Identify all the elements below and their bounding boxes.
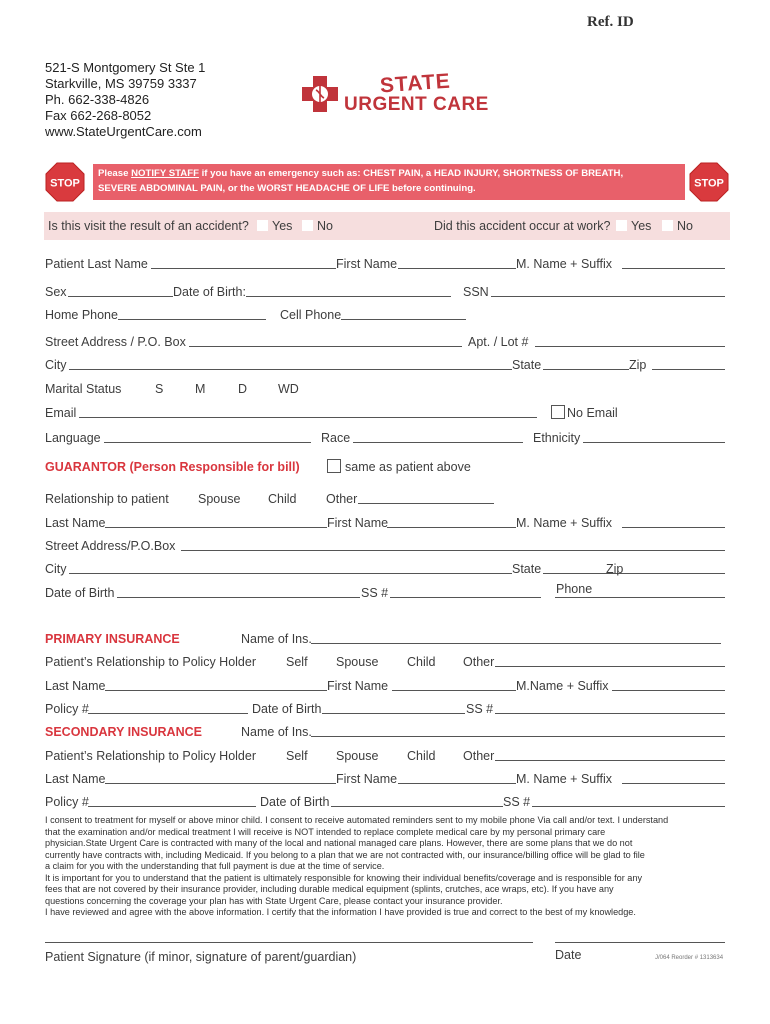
- secondary-last-name-label: Last Name: [45, 772, 106, 786]
- language-field[interactable]: [104, 442, 311, 443]
- guarantor-street-field[interactable]: [181, 550, 725, 551]
- dob-field[interactable]: [246, 296, 451, 297]
- accident-question: Is this visit the result of an accident?: [48, 219, 249, 233]
- guarantor-zip-label: Zip: [606, 562, 624, 576]
- primary-relationship-other: Other: [463, 655, 495, 669]
- state-label: State: [512, 358, 542, 372]
- stop-sign-icon: [45, 162, 85, 202]
- clinic-fax: Fax 662-268-8052: [45, 108, 152, 123]
- signature-date-field[interactable]: [555, 942, 725, 943]
- guarantor-relationship-label: Relationship to patient: [45, 492, 169, 506]
- secondary-policy-label: Policy #: [45, 795, 89, 809]
- marital-option-divorced[interactable]: D: [238, 382, 248, 396]
- consent-line: I consent to treatment for myself or above minor child. I consent to receive automated reminders sent to my mobile phone Via call and/or text. I understand: [45, 815, 669, 825]
- primary-last-name-field[interactable]: [105, 690, 327, 691]
- home-phone-field[interactable]: [118, 319, 266, 320]
- language-label: Language: [45, 431, 101, 445]
- accident-yes-option[interactable]: Yes: [257, 219, 292, 233]
- ssn-label: SSN: [463, 285, 489, 299]
- secondary-first-name-field[interactable]: [398, 783, 516, 784]
- guarantor-middle-name-field[interactable]: [622, 527, 725, 528]
- patient-middle-name-label: M. Name + Suffix: [516, 257, 612, 271]
- apt-lot-field[interactable]: [535, 346, 725, 347]
- work-accident-yes-option[interactable]: Yes: [616, 219, 651, 233]
- patient-last-name-label: Patient Last Name: [45, 257, 148, 271]
- secondary-dob-label: Date of Birth: [260, 795, 330, 809]
- primary-insurance-heading: PRIMARY INSURANCE: [45, 632, 180, 646]
- signature-date-label: Date: [555, 948, 582, 962]
- primary-dob-field[interactable]: [322, 713, 465, 714]
- guarantor-state-label: State: [512, 562, 542, 576]
- secondary-ss-label: SS #: [503, 795, 531, 809]
- consent-statement: [45, 815, 725, 919]
- primary-dob-label: Date of Birth: [252, 702, 322, 716]
- guarantor-other-field[interactable]: [358, 503, 494, 504]
- emergency-notice-line-2: SEVERE ABDOMINAL PAIN, or the WORST HEADACHE OF LIFE before continuing.: [98, 183, 476, 194]
- primary-ss-field[interactable]: [495, 713, 725, 714]
- address-line-2: Starkville, MS 39759 3337: [45, 76, 197, 91]
- consent-line: I have reviewed and agree with the above information. I certify that the information I have provided is true and correct to the best of my knowledge.: [45, 907, 636, 917]
- marital-option-married[interactable]: M: [195, 382, 206, 396]
- secondary-relationship-self[interactable]: Self: [286, 749, 308, 763]
- primary-relationship-label: Patient’s Relationship to Policy Holder: [45, 655, 256, 669]
- secondary-relationship-child[interactable]: Child: [407, 749, 436, 763]
- ethnicity-label: Ethnicity: [533, 431, 581, 445]
- primary-policy-field[interactable]: [88, 713, 248, 714]
- primary-middle-name-label: M.Name + Suffix: [516, 679, 609, 693]
- marital-option-widowed[interactable]: WD: [278, 382, 299, 396]
- address-line-1: 521-S Montgomery St Ste 1: [45, 60, 206, 75]
- email-label: Email: [45, 406, 77, 420]
- consent-line: that the examination and/or medical treatment I will receive is NOT intended to replace complete medical care by my personal primary care: [45, 826, 606, 837]
- guarantor-street-label: Street Address/P.O.Box: [45, 539, 176, 553]
- patient-last-name-field[interactable]: [151, 268, 336, 269]
- primary-ins-name-field[interactable]: [311, 643, 721, 644]
- city-label: City: [45, 358, 67, 372]
- secondary-middle-name-label: M. Name + Suffix: [516, 772, 612, 786]
- accident-no-option[interactable]: No: [302, 219, 333, 233]
- patient-middle-name-field[interactable]: [622, 268, 725, 269]
- guarantor-relationship-child[interactable]: Child: [268, 492, 297, 506]
- state-urgent-care-logo: [300, 69, 500, 122]
- stop-sign-label-right: STOP: [694, 177, 724, 190]
- primary-relationship-child[interactable]: Child: [407, 655, 436, 669]
- zip-label: Zip: [629, 358, 647, 372]
- primary-ss-label: SS #: [466, 702, 494, 716]
- secondary-first-name-label: First Name: [336, 772, 398, 786]
- consent-line: currently have contracts with, including Medicaid. If you belong to a plan that we are not contracted with, our insurance/billing office will be glad to file: [45, 849, 645, 860]
- state-field[interactable]: [543, 369, 629, 370]
- logo-urgent-care-text: URGENT CARE: [344, 94, 489, 115]
- secondary-relationship-other: Other: [463, 749, 495, 763]
- consent-line: physician.State Urgent Care is contracted with many of the local and national managed care plans. However, there are some plans that we do not: [45, 838, 633, 848]
- guarantor-heading: GUARANTOR (Person Responsible for bill): [45, 460, 300, 474]
- dob-label: Date of Birth:: [173, 285, 246, 299]
- patient-signature-field[interactable]: [45, 942, 533, 943]
- no-email-label: No Email: [567, 406, 618, 420]
- guarantor-relationship-spouse[interactable]: Spouse: [198, 492, 241, 506]
- stop-sign-icon: [689, 162, 729, 202]
- email-field[interactable]: [79, 417, 537, 418]
- same-as-patient-checkbox[interactable]: [327, 459, 341, 473]
- marital-status-label: Marital Status: [45, 382, 122, 396]
- secondary-ins-name-field[interactable]: [311, 736, 725, 737]
- consent-line: fees that are not covered by their insurance provider, including durable medical equipment (splints, crutches, ace wraps, etc). If you have any: [45, 884, 614, 894]
- zip-field[interactable]: [652, 369, 725, 370]
- primary-relationship-spouse[interactable]: Spouse: [336, 655, 379, 669]
- consent-line: questions concerning the coverage your plan has with State Urgent Care, please contact your insurance provider.: [45, 895, 503, 906]
- ethnicity-field[interactable]: [583, 442, 725, 443]
- secondary-ins-name-label: Name of Ins.: [241, 725, 312, 739]
- guarantor-ss-field[interactable]: [390, 597, 541, 598]
- guarantor-relationship-other: Other: [326, 492, 358, 506]
- secondary-relationship-label: Patient’s Relationship to Policy Holder: [45, 749, 256, 763]
- consent-line: It is important for you to understand that the patient is ultimately responsible for knowing their individual benefits/coverage and is responsible for any: [45, 872, 643, 883]
- secondary-dob-field[interactable]: [331, 806, 503, 807]
- guarantor-first-name-field[interactable]: [387, 527, 516, 528]
- clinic-website: www.StateUrgentCare.com: [45, 124, 202, 139]
- logo-state-text: STATE: [379, 69, 452, 98]
- clinic-phone: Ph. 662-338-4826: [45, 92, 150, 107]
- street-address-label: Street Address / P.O. Box: [45, 335, 186, 349]
- marital-option-single[interactable]: S: [155, 382, 164, 396]
- secondary-middle-name-field[interactable]: [622, 783, 725, 784]
- work-accident-no-option[interactable]: No: [662, 219, 693, 233]
- work-accident-question: Did this accident occur at work?: [434, 219, 611, 233]
- patient-first-name-field[interactable]: [398, 268, 516, 269]
- secondary-relationship-spouse[interactable]: Spouse: [336, 749, 379, 763]
- primary-middle-name-field[interactable]: [612, 690, 725, 691]
- primary-first-name-field[interactable]: [392, 690, 516, 691]
- guarantor-phone-label: Phone: [556, 582, 593, 596]
- stop-sign-label-left: STOP: [50, 177, 80, 190]
- secondary-last-name-field[interactable]: [105, 783, 336, 784]
- medical-cross-icon: [300, 74, 340, 114]
- primary-first-name-label: First Name: [327, 679, 389, 693]
- city-field[interactable]: [69, 369, 512, 370]
- sex-field[interactable]: [68, 296, 173, 297]
- sex-label: Sex: [45, 285, 67, 299]
- secondary-insurance-heading: SECONDARY INSURANCE: [45, 725, 202, 739]
- guarantor-last-name-label: Last Name: [45, 516, 106, 530]
- primary-policy-label: Policy #: [45, 702, 89, 716]
- secondary-policy-field[interactable]: [88, 806, 256, 807]
- patient-signature-label: Patient Signature (if minor, signature of parent/guardian): [45, 950, 357, 964]
- race-label: Race: [321, 431, 351, 445]
- cell-phone-field[interactable]: [341, 319, 466, 320]
- guarantor-first-name-label: First Name: [327, 516, 389, 530]
- patient-first-name-label: First Name: [336, 257, 398, 271]
- race-field[interactable]: [353, 442, 523, 443]
- guarantor-dob-label: Date of Birth: [45, 586, 115, 600]
- guarantor-ss-label: SS #: [361, 586, 389, 600]
- guarantor-middle-name-label: M. Name + Suffix: [516, 516, 612, 530]
- guarantor-zip-field[interactable]: [626, 573, 725, 574]
- cell-phone-label: Cell Phone: [280, 308, 342, 322]
- guarantor-last-name-field[interactable]: [105, 527, 327, 528]
- consent-line: a claim for you with the understanding that full payment is due at the time of service.: [45, 861, 385, 871]
- home-phone-label: Home Phone: [45, 308, 118, 322]
- reorder-number: J/064 Reorder # 1313634: [655, 955, 724, 961]
- primary-last-name-label: Last Name: [45, 679, 106, 693]
- ref-id-label: Ref. ID: [587, 14, 634, 30]
- primary-other-field[interactable]: [495, 666, 725, 667]
- street-address-field[interactable]: [189, 346, 462, 347]
- emergency-notice-line-1: Please NOTIFY STAFF if you have an emergency such as: CHEST PAIN, a HEAD INJURY, SHORTNESS OF BREATH,: [98, 168, 624, 179]
- apt-lot-label: Apt. / Lot #: [468, 335, 529, 349]
- guarantor-phone-field[interactable]: [555, 597, 725, 598]
- primary-ins-name-label: Name of Ins.: [241, 632, 312, 646]
- guarantor-city-field[interactable]: [69, 573, 512, 574]
- no-email-checkbox[interactable]: [551, 405, 565, 419]
- primary-relationship-self[interactable]: Self: [286, 655, 308, 669]
- secondary-ss-field[interactable]: [532, 806, 725, 807]
- ssn-field[interactable]: [491, 296, 725, 297]
- same-as-patient-label: same as patient above: [345, 460, 471, 474]
- secondary-other-field[interactable]: [495, 760, 725, 761]
- guarantor-city-label: City: [45, 562, 67, 576]
- guarantor-dob-field[interactable]: [117, 597, 360, 598]
